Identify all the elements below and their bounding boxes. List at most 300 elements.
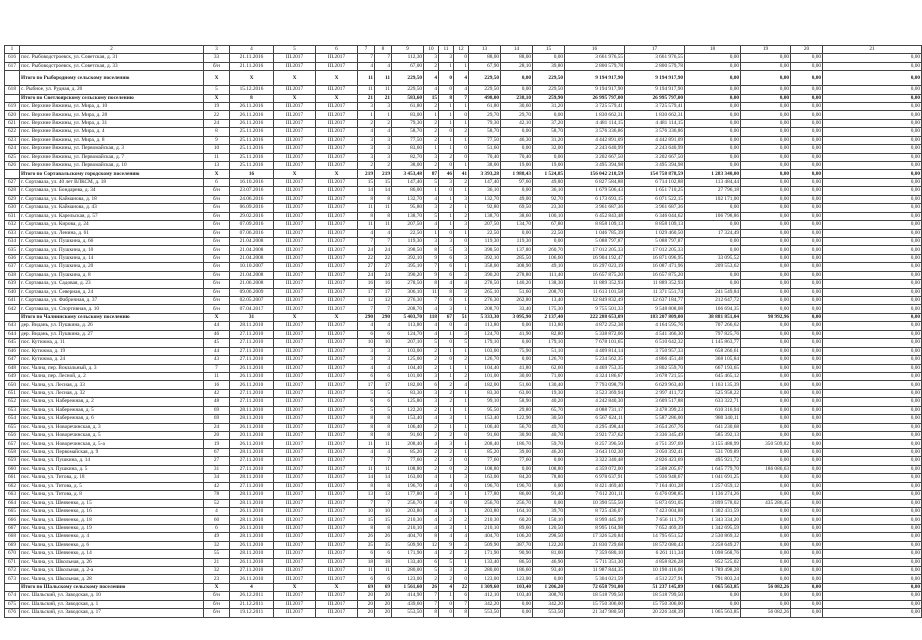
table-cell: 10 bbox=[358, 507, 375, 515]
table-cell: 278,80 bbox=[501, 271, 533, 279]
table-cell: 3 bbox=[439, 507, 454, 515]
table-cell: 6 bbox=[424, 381, 439, 389]
table-cell: 5 403,70 bbox=[392, 313, 424, 321]
table-cell: 208,70 bbox=[469, 305, 501, 313]
table-cell: 260,70 bbox=[533, 246, 565, 254]
table-cell: 390,20 bbox=[469, 271, 501, 279]
table-cell: III.2017 bbox=[316, 136, 358, 144]
table-cell: 7 bbox=[424, 297, 439, 305]
table-cell: III.2017 bbox=[316, 187, 358, 195]
table-cell: 11 bbox=[375, 221, 392, 229]
table-cell: 1 041 691,25 bbox=[685, 474, 741, 482]
table-cell: 27 796,18 bbox=[685, 187, 741, 195]
table-cell: 31,20 bbox=[533, 102, 565, 110]
table-cell: 2 bbox=[358, 162, 375, 170]
table-cell: 2 bbox=[424, 364, 439, 372]
table-cell: III.2017 bbox=[316, 398, 358, 406]
table-cell: 82,80 bbox=[533, 330, 565, 338]
table-cell: 58,90 bbox=[501, 398, 533, 406]
table-cell: III.2017 bbox=[316, 406, 358, 414]
table-cell: 0,00 bbox=[741, 389, 791, 397]
table-cell: 22 bbox=[375, 254, 392, 262]
table-cell: 1 136 274,26 bbox=[685, 491, 741, 499]
address-cell: пос. Чална, ул. Набережная, д. 6 bbox=[20, 415, 204, 423]
table-row bbox=[5, 592, 922, 600]
table-row bbox=[5, 102, 922, 110]
table-cell: Х bbox=[316, 170, 358, 178]
address-cell: г. Сортавала, ул. Спортивная, д. 10 bbox=[20, 305, 204, 313]
table-cell: 85,20 bbox=[469, 448, 501, 456]
table-cell: 42 bbox=[204, 482, 230, 490]
table-cell: 48 bbox=[204, 398, 230, 406]
table-cell: 28.11.2010 bbox=[230, 516, 274, 524]
table-cell: б/н bbox=[204, 280, 230, 288]
table-cell: 122,20 bbox=[533, 541, 565, 549]
table-cell: 229,50 bbox=[533, 86, 565, 94]
table-cell: Х bbox=[274, 313, 316, 321]
subtotal-row bbox=[5, 313, 922, 321]
table-cell: 26.12.2011 bbox=[230, 592, 274, 600]
table-cell: III.2017 bbox=[316, 280, 358, 288]
table-cell: III.2017 bbox=[274, 297, 316, 305]
table-cell: 12 bbox=[375, 297, 392, 305]
table-cell: 404,70 bbox=[469, 533, 501, 541]
table-cell: 8 421 469,40 bbox=[565, 482, 625, 490]
table-cell: 38,00 bbox=[469, 162, 501, 170]
table-cell: 177,80 bbox=[392, 491, 424, 499]
table-cell: 0,00 bbox=[741, 195, 791, 203]
table-row bbox=[5, 381, 922, 389]
table-cell: 0 bbox=[439, 600, 454, 608]
table-cell: 21.11.2016 bbox=[230, 62, 274, 70]
table-cell: 17 bbox=[358, 288, 375, 296]
table-row bbox=[5, 474, 922, 482]
table-cell: 4 bbox=[439, 499, 454, 507]
table-cell: 111,40 bbox=[533, 271, 565, 279]
table-cell: 17 326 520,84 bbox=[565, 533, 625, 541]
table-cell: 20 bbox=[358, 592, 375, 600]
table-cell: III.2017 bbox=[274, 457, 316, 465]
table-cell: 1 bbox=[424, 187, 439, 195]
table-cell: 46 bbox=[439, 170, 454, 178]
column-number: 17 bbox=[625, 46, 685, 54]
address-cell: пос. Кутижма, д. 11 bbox=[20, 339, 204, 347]
table-cell: 0,00 bbox=[741, 356, 791, 364]
table-cell: 22 bbox=[358, 254, 375, 262]
table-cell: 0,00 bbox=[791, 432, 823, 440]
table-cell: 10 bbox=[358, 339, 375, 347]
table-cell: 0,00 bbox=[823, 280, 922, 288]
table-cell: 1 830 662,31 bbox=[625, 111, 685, 119]
table-cell: 19,30 bbox=[533, 389, 565, 397]
table-cell: 1 309,60 bbox=[469, 583, 501, 591]
table-cell: 30,60 bbox=[501, 102, 533, 110]
table-cell: 7 656 111,79 bbox=[625, 516, 685, 524]
table-cell: 0,00 bbox=[791, 62, 823, 70]
table-cell: 0,00 bbox=[823, 482, 922, 490]
table-cell: 108,80 bbox=[469, 465, 501, 473]
table-cell: III.2017 bbox=[316, 330, 358, 338]
table-cell: 525 958,22 bbox=[685, 389, 741, 397]
table-cell: 171,90 bbox=[392, 550, 424, 558]
table-cell: 28.11.2010 bbox=[230, 550, 274, 558]
table-cell: 83,30 bbox=[392, 389, 424, 397]
table-cell: 26.11.2010 bbox=[230, 558, 274, 566]
table-cell: 276,30 bbox=[469, 297, 501, 305]
table-cell: 308,90 bbox=[501, 263, 533, 271]
table-cell: 1 988,43 bbox=[501, 170, 533, 178]
table-cell: III.2017 bbox=[316, 609, 358, 617]
table-cell: 674 bbox=[5, 592, 20, 600]
table-cell: 33,40 bbox=[501, 305, 533, 313]
table-cell: 51,10 bbox=[533, 347, 565, 355]
table-cell: 163,00 bbox=[469, 474, 501, 482]
table-cell: 113,80 bbox=[469, 322, 501, 330]
table-cell: 0,00 bbox=[791, 491, 823, 499]
table-cell: 0,00 bbox=[741, 86, 791, 94]
table-cell: 8 bbox=[375, 432, 392, 440]
table-row bbox=[5, 187, 922, 195]
table-cell: III.2017 bbox=[274, 516, 316, 524]
table-cell: 3 643 102,30 bbox=[565, 448, 625, 456]
table-cell: 0,00 bbox=[823, 583, 922, 591]
table-cell: 610 316,94 bbox=[685, 406, 741, 414]
table-cell: III.2017 bbox=[274, 187, 316, 195]
table-cell: 3 bbox=[454, 330, 469, 338]
table-cell: 88,00 bbox=[501, 54, 533, 62]
table-cell: 95,50 bbox=[469, 406, 501, 414]
table-cell: 7 423 004,88 bbox=[625, 507, 685, 515]
table-cell: 0,00 bbox=[741, 330, 791, 338]
table-cell: 0,00 bbox=[791, 237, 823, 245]
table-cell: 140,20 bbox=[501, 280, 533, 288]
table-row bbox=[5, 533, 922, 541]
table-cell: 3 202 667,50 bbox=[565, 153, 625, 161]
table-cell: 3 bbox=[439, 237, 454, 245]
table-cell: 1 bbox=[439, 372, 454, 380]
table-cell: 342,20 bbox=[469, 600, 501, 608]
table-cell: 669 bbox=[5, 541, 20, 549]
table-cell: 26.11.2010 bbox=[230, 423, 274, 431]
table-cell: б/н bbox=[204, 609, 230, 617]
table-cell: 6 bbox=[375, 575, 392, 583]
table-cell: III.2017 bbox=[274, 398, 316, 406]
table-cell: 41,80 bbox=[501, 364, 533, 372]
table-cell: 0,00 bbox=[791, 246, 823, 254]
table-cell: 28,10 bbox=[501, 62, 533, 70]
address-cell: пос. Чална, ул. Шевченко, д. 18 bbox=[20, 516, 204, 524]
table-cell: 3 bbox=[439, 415, 454, 423]
table-cell: 20 bbox=[358, 609, 375, 617]
table-cell: 8 bbox=[358, 482, 375, 490]
table-cell: 2 bbox=[424, 356, 439, 364]
table-cell: 4 bbox=[358, 448, 375, 456]
table-cell: III.2017 bbox=[316, 102, 358, 110]
table-cell: 8 bbox=[204, 128, 230, 136]
table-cell: 0,00 bbox=[501, 609, 533, 617]
table-cell: III.2017 bbox=[316, 128, 358, 136]
table-cell: III.2017 bbox=[274, 507, 316, 515]
table-cell: 27 bbox=[375, 263, 392, 271]
table-cell: 18 518 799,50 bbox=[625, 592, 685, 600]
table-cell: 0,00 bbox=[741, 491, 791, 499]
table-cell: 11 bbox=[424, 288, 439, 296]
table-cell: 92,80 bbox=[469, 204, 501, 212]
table-cell: 3 bbox=[375, 145, 392, 153]
table-cell: 639 bbox=[5, 280, 20, 288]
table-row bbox=[5, 136, 922, 144]
table-row bbox=[5, 204, 922, 212]
table-cell: 280,00 bbox=[469, 567, 501, 575]
table-cell: 0,00 bbox=[823, 102, 922, 110]
table-cell: 21.04.2008 bbox=[230, 237, 274, 245]
table-cell: 0,00 bbox=[823, 609, 922, 617]
table-cell: 8 bbox=[358, 212, 375, 220]
table-cell: III.2017 bbox=[274, 575, 316, 583]
table-cell: 17 bbox=[375, 288, 392, 296]
table-cell: 0,00 bbox=[791, 524, 823, 532]
table-cell: 398,50 bbox=[469, 246, 501, 254]
table-row bbox=[5, 364, 922, 372]
table-cell: 5 587 286,00 bbox=[625, 415, 685, 423]
table-row bbox=[5, 440, 922, 448]
table-cell: 4 bbox=[358, 322, 375, 330]
table-cell: III.2017 bbox=[316, 229, 358, 237]
table-cell: 259,90 bbox=[533, 94, 565, 102]
table-cell: 4 bbox=[204, 507, 230, 515]
table-cell: 46,30 bbox=[501, 136, 533, 144]
table-cell: 56 082,26 bbox=[741, 609, 791, 617]
table-cell: 2 bbox=[439, 457, 454, 465]
table-cell: Х bbox=[204, 170, 230, 178]
table-cell: 5 304 021,59 bbox=[565, 575, 625, 583]
table-cell: 627 bbox=[5, 178, 20, 186]
table-cell: 0,00 bbox=[741, 339, 791, 347]
table-cell: 635 bbox=[5, 246, 20, 254]
table-cell: 707 266,62 bbox=[685, 322, 741, 330]
table-cell: 278,50 bbox=[469, 280, 501, 288]
table-cell: 11 613 101,58 bbox=[565, 288, 625, 296]
table-cell: 2 bbox=[439, 398, 454, 406]
table-cell: 8 bbox=[358, 415, 375, 423]
table-cell: 26 bbox=[358, 533, 375, 541]
table-cell: 27.11.2010 bbox=[230, 389, 274, 397]
table-cell: 106,60 bbox=[533, 254, 565, 262]
table-cell: 26.11.2010 bbox=[230, 541, 274, 549]
table-cell: 1 bbox=[424, 145, 439, 153]
table-cell: 0,00 bbox=[741, 457, 791, 465]
table-cell: 650 bbox=[5, 381, 20, 389]
table-cell: 0 bbox=[454, 457, 469, 465]
table-cell: 10 bbox=[375, 339, 392, 347]
table-cell: 662 bbox=[5, 482, 20, 490]
table-cell: III.2017 bbox=[316, 54, 358, 62]
table-cell: 5 088 797,87 bbox=[625, 237, 685, 245]
table-cell: 16 bbox=[375, 280, 392, 288]
table-cell: 0,00 bbox=[791, 541, 823, 549]
table-cell: 0,00 bbox=[823, 516, 922, 524]
table-cell: 6 bbox=[358, 372, 375, 380]
table-cell: 229,50 bbox=[469, 71, 501, 86]
table-cell: 20 226 348,39 bbox=[625, 609, 685, 617]
table-cell: III.2017 bbox=[274, 465, 316, 473]
table-cell: 104,40 bbox=[469, 364, 501, 372]
table-cell: 621 bbox=[5, 119, 20, 127]
table-cell: 3 678 721,55 bbox=[625, 372, 685, 380]
table-cell: 3 654 267,76 bbox=[625, 423, 685, 431]
address-cell: пос. Чална, ул. Шевченко, д. 19 bbox=[20, 524, 204, 532]
table-cell: 641 230,68 bbox=[685, 423, 741, 431]
table-cell: 22 bbox=[454, 583, 469, 591]
table-cell: III.2017 bbox=[316, 86, 358, 94]
table-cell: 3 523 369,94 bbox=[565, 389, 625, 397]
table-cell: 89,60 bbox=[501, 524, 533, 532]
table-cell: 0,00 bbox=[741, 54, 791, 62]
table-cell: 308,70 bbox=[533, 592, 565, 600]
table-cell: 0,00 bbox=[823, 541, 922, 549]
table-cell: 3 495 394,98 bbox=[565, 162, 625, 170]
table-cell: 210,30 bbox=[392, 516, 424, 524]
table-cell: 8 bbox=[375, 212, 392, 220]
table-cell: 645 465,12 bbox=[685, 372, 741, 380]
table-cell: 65,70 bbox=[533, 406, 565, 414]
table-cell: 222 288 653,09 bbox=[565, 313, 625, 321]
table-cell: 0 bbox=[439, 162, 454, 170]
table-cell: 1 046 785,39 bbox=[565, 229, 625, 237]
table-cell: 1 bbox=[454, 136, 469, 144]
table-cell: 0,00 bbox=[791, 330, 823, 338]
table-cell: 171,90 bbox=[469, 550, 501, 558]
table-cell: 39,80 bbox=[533, 62, 565, 70]
table-cell: 4 481 114,15 bbox=[625, 119, 685, 127]
table-cell: 2 bbox=[454, 567, 469, 575]
table-cell: 1 bbox=[454, 440, 469, 448]
table-cell: 5 bbox=[424, 567, 439, 575]
table-cell: 3 bbox=[454, 541, 469, 549]
table-cell: 0,00 bbox=[741, 567, 791, 575]
table-cell: 290 bbox=[358, 313, 375, 321]
table-cell: 1 bbox=[439, 111, 454, 119]
table-cell: 6 bbox=[439, 297, 454, 305]
table-cell: III.2017 bbox=[316, 271, 358, 279]
table-cell: 659 bbox=[5, 457, 20, 465]
table-cell: III.2017 bbox=[274, 440, 316, 448]
table-cell: 0,00 bbox=[685, 71, 741, 86]
table-cell: III.2017 bbox=[274, 305, 316, 313]
address-cell: Итого по Чалнинскому сельскому поселению bbox=[20, 313, 204, 321]
table-cell: III.2017 bbox=[274, 62, 316, 70]
table-row bbox=[5, 499, 922, 507]
table-cell: 632 bbox=[5, 221, 20, 229]
subtotal-row bbox=[5, 170, 922, 178]
table-cell: 4 bbox=[454, 280, 469, 288]
table-cell: III.2017 bbox=[316, 432, 358, 440]
table-cell: 0,00 bbox=[823, 491, 922, 499]
column-number: 5 bbox=[274, 46, 316, 54]
table-cell: б/н bbox=[204, 305, 230, 313]
table-cell: 153,40 bbox=[392, 415, 424, 423]
table-cell: 0,00 bbox=[741, 221, 791, 229]
table-cell: 1 bbox=[454, 423, 469, 431]
table-cell: 439,60 bbox=[392, 600, 424, 608]
table-cell: 5 bbox=[439, 558, 454, 566]
table-cell: 7 bbox=[375, 305, 392, 313]
table-cell: 0,00 bbox=[501, 145, 533, 153]
column-number: 2 bbox=[20, 46, 204, 54]
table-cell: 06.09.2016 bbox=[230, 204, 274, 212]
table-cell: 8 bbox=[424, 609, 439, 617]
table-cell: 3 bbox=[375, 153, 392, 161]
table-cell: 3 322 340,48 bbox=[565, 457, 625, 465]
table-cell: 619 bbox=[5, 102, 20, 110]
table-cell: 24 bbox=[375, 271, 392, 279]
table-cell: 69,50 bbox=[501, 204, 533, 212]
table-cell: 0,00 bbox=[791, 339, 823, 347]
column-number: 4 bbox=[230, 46, 274, 54]
table-cell: 0,00 bbox=[823, 221, 922, 229]
table-cell: 0,00 bbox=[823, 119, 922, 127]
table-cell: III.2017 bbox=[316, 448, 358, 456]
table-cell: б/н bbox=[204, 237, 230, 245]
table-cell: 9 194 917,90 bbox=[565, 71, 625, 86]
table-cell: 404,70 bbox=[392, 533, 424, 541]
table-cell: 0,00 bbox=[741, 94, 791, 102]
table-row bbox=[5, 119, 922, 127]
table-cell: 10 198 416,06 bbox=[625, 567, 685, 575]
table-cell: 642 bbox=[5, 305, 20, 313]
table-cell: 27.11.2010 bbox=[230, 330, 274, 338]
table-cell: III.2017 bbox=[316, 381, 358, 389]
table-cell: 23.07.2016 bbox=[230, 187, 274, 195]
table-cell: 634 bbox=[5, 237, 20, 245]
table-cell: 624 bbox=[5, 145, 20, 153]
table-cell: 11 bbox=[358, 86, 375, 94]
table-cell: 7 793 098,79 bbox=[565, 381, 625, 389]
table-cell: 435 286,45 bbox=[741, 499, 791, 507]
table-cell: III.2017 bbox=[316, 322, 358, 330]
table-cell: 163,00 bbox=[392, 474, 424, 482]
table-cell: 0,00 bbox=[823, 448, 922, 456]
table-cell: III.2017 bbox=[316, 111, 358, 119]
column-number: 19 bbox=[741, 46, 791, 54]
table-row bbox=[5, 297, 922, 305]
table-cell: 6 bbox=[375, 550, 392, 558]
table-cell: 4 bbox=[439, 280, 454, 288]
table-cell: 26.11.2010 bbox=[230, 440, 274, 448]
table-cell: 21 bbox=[358, 94, 375, 102]
table-cell: 40,20 bbox=[533, 398, 565, 406]
table-cell: 27.11.2010 bbox=[230, 465, 274, 473]
table-cell: 0,00 bbox=[685, 592, 741, 600]
table-cell: 150,10 bbox=[533, 516, 565, 524]
resettlement-register-table bbox=[4, 45, 922, 618]
address-cell: Итого по Шальскому сельскому поселению bbox=[20, 583, 204, 591]
table-cell: 0,00 bbox=[791, 550, 823, 558]
table-cell: 99,10 bbox=[469, 398, 501, 406]
table-cell: 7 bbox=[454, 94, 469, 102]
table-cell: 0,00 bbox=[823, 297, 922, 305]
table-cell: 26 995 797,00 bbox=[625, 94, 685, 102]
address-cell: г. Сортавала, ул. Карельская, д. 57 bbox=[20, 212, 204, 220]
table-cell: 86,50 bbox=[501, 558, 533, 566]
table-cell: 0,00 bbox=[823, 263, 922, 271]
table-cell: 1 283 340,00 bbox=[685, 170, 741, 178]
table-cell: Х bbox=[230, 71, 274, 86]
table-cell: 46 bbox=[204, 330, 230, 338]
table-cell: 0,00 bbox=[685, 128, 741, 136]
table-cell: Х bbox=[204, 583, 230, 591]
table-cell: 0,00 bbox=[501, 71, 533, 86]
